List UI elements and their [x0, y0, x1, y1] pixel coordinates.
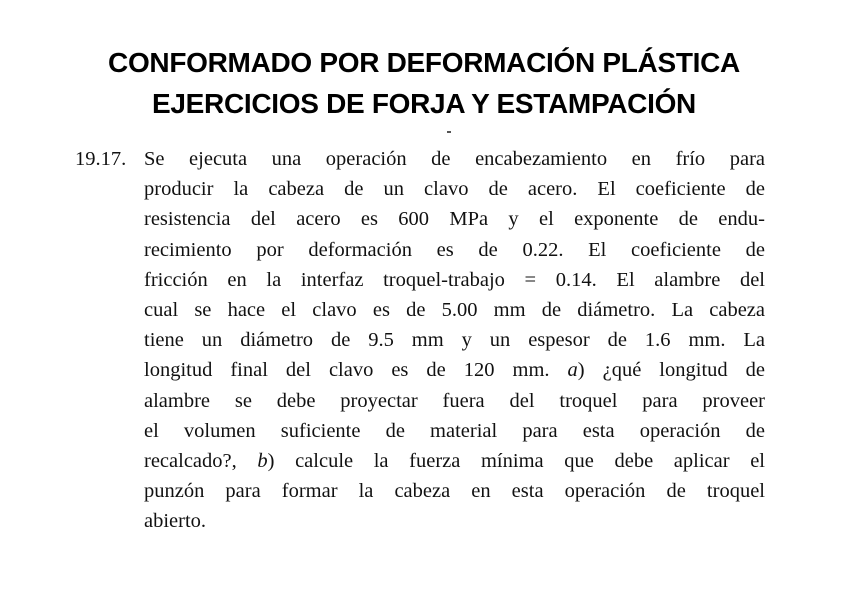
- exercise-line: recimiento por deformación es de 0.22. El coeficiente de: [144, 238, 765, 261]
- exercise-line: tiene un diámetro de 9.5 mm y un espesor de 1.6 mm. La: [144, 329, 765, 352]
- exercise-line: [144, 446, 765, 476]
- title-line-2: EJERCICIOS DE FORJA Y ESTAMPACIÓN: [152, 88, 696, 119]
- exercise-line: el volumen suficiente de material para esta operación de: [144, 419, 765, 442]
- part-b-marker: b: [257, 450, 268, 473]
- line-text: recalcado?,: [144, 450, 258, 473]
- exercise-line: [144, 355, 765, 385]
- exercise-line: fricción en la interfaz troquel-trabajo = 0.14. El alambre del: [144, 268, 765, 291]
- line-text: ) calcule la fuerza mínima que debe aplicar el: [267, 450, 765, 473]
- exercise-line: cual se hace el clavo es de 5.00 mm de diámetro. La cabeza: [144, 299, 765, 322]
- stray-mark: [447, 131, 451, 133]
- exercise-number: 19.17.: [75, 148, 127, 170]
- exercise-line: alambre se debe proyectar fuera del troquel para proveer: [144, 389, 765, 412]
- line-text: longitud final del clavo es de 120 mm.: [144, 359, 550, 382]
- exercise-line: resistencia del acero es 600 MPa y el exponente de endu-: [144, 208, 765, 231]
- exercise-text: [144, 144, 765, 537]
- part-a-marker: a: [567, 359, 578, 382]
- exercise-line: abierto.: [144, 510, 207, 533]
- line-text: ) ¿qué longitud de: [577, 359, 765, 382]
- slide-title: [0, 42, 848, 124]
- exercise-line: punzón para formar la cabeza en esta operación de troquel: [144, 480, 765, 503]
- exercise-line: Se ejecuta una operación de encabezamiento en frío para: [144, 148, 765, 170]
- exercise-line: producir la cabeza de un clavo de acero. El coeficiente de: [144, 178, 765, 201]
- title-line-1: CONFORMADO POR DEFORMACIÓN PLÁSTICA: [108, 47, 740, 78]
